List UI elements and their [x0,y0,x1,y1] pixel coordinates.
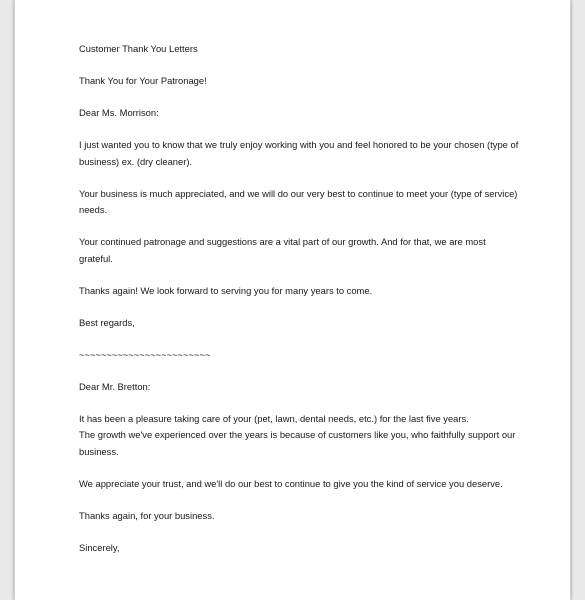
letter2-paragraph-1b: The growth we've experienced over the years is because of customers like you, who faithfully support our business. [79,429,516,457]
letter1-paragraph-2: Your business is much appreciated, and we will do our very best to continue to meet your (type of service) needs. [79,187,518,215]
letter2-closing: Sincerely, [79,541,120,553]
letter2-salutation: Dear Mr. Bretton: [79,380,151,392]
letter1-heading: Thank You for Your Patronage! [79,75,207,86]
letter-separator: ~~~~~~~~~~~~~~~~~~~~~~~~ [79,348,211,360]
letter2-paragraph-2: We appreciate your trust, and we'll do our best to continue to give you the kind of service you deserve. [79,477,503,489]
letter2-paragraph-3: Thanks again, for your business. [79,509,215,521]
letter1-closing: Best regards, [79,316,135,328]
letter1-paragraph-4: Thanks again! We look forward to serving you for many years to come. [79,284,373,296]
letter2-paragraph-1a: It has been a pleasure taking care of your (pet, lawn, dental needs, etc.) for the last five years. [79,412,469,424]
letter1-paragraph-1: I just wanted you to know that we truly enjoy working with you and feel honored to be your chosen (type of business) ex. (dry cleaner). [79,139,519,167]
document-page [14,0,571,600]
document-title: Customer Thank You Letters [79,43,198,54]
document-body [79,41,519,572]
letter1-salutation: Dear Ms. Morrison: [79,107,159,118]
letter1-paragraph-3: Your continued patronage and suggestions are a vital part of our growth. And for that, we are most grateful. [79,236,486,264]
